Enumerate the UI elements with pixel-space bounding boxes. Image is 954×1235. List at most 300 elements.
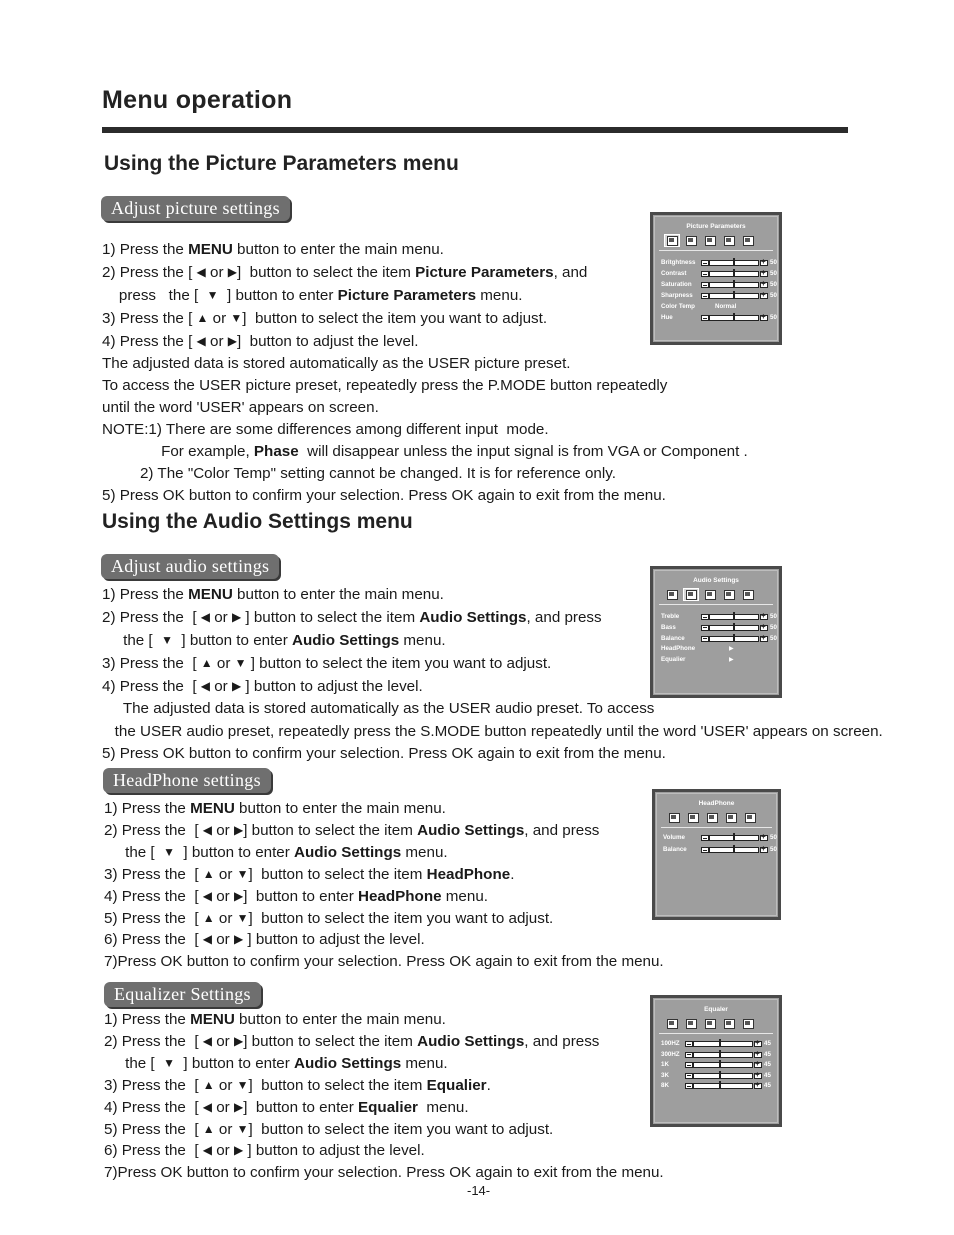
osd-row-value: 45 — [764, 1082, 771, 1089]
line-bold-text: Audio Settings — [294, 1054, 402, 1072]
line-bold-text: MENU — [190, 800, 235, 817]
line-text: The adjusted data is stored automatically as the USER audio preset. To access — [102, 700, 655, 718]
osd-level-knob — [733, 291, 735, 299]
arrow-glyph-icon: ◀ — [202, 1033, 212, 1048]
line-text: the [ — [104, 1054, 164, 1072]
title-rule — [102, 127, 848, 133]
osd-row-label: HeadPhone — [661, 645, 696, 653]
headphone-line — [104, 908, 664, 930]
arrow-glyph-icon: ▼ — [236, 866, 249, 881]
osd-separator — [661, 827, 772, 828]
osd-tv-icon — [703, 235, 717, 246]
osd-plus-icon — [760, 625, 768, 631]
osd-audio-icon — [684, 589, 698, 600]
osd-time-icon — [722, 235, 736, 246]
arrow-glyph-icon: ▶ — [227, 265, 237, 279]
osd-minus-icon — [685, 1073, 693, 1079]
arrow-glyph-icon: ▼ — [236, 1121, 249, 1136]
osd-row-label: Sharpness — [661, 292, 693, 299]
headphone-tag: HeadPhone settings — [103, 768, 271, 793]
osd-level-knob — [733, 623, 735, 631]
osd-setup-icon — [741, 589, 755, 600]
line-text: 5) Press the [ — [104, 1120, 203, 1138]
line-text: or — [210, 609, 232, 627]
osd-plus-icon — [760, 835, 768, 841]
osd-row-label: Equalier — [661, 656, 686, 664]
line-text: 3) Press the [ — [104, 865, 203, 883]
osd-separator — [659, 604, 773, 605]
line-text: or — [214, 909, 237, 927]
osd-row-value: 45 — [764, 1061, 771, 1068]
headphone-line — [104, 929, 664, 951]
line-text: 5) Press OK button to confirm your selection. Press OK again to exit from the menu. — [102, 744, 666, 762]
line-text: 4) Press the [ — [102, 678, 201, 696]
osd-level-knob — [719, 1050, 721, 1058]
picture-line — [102, 485, 748, 507]
osd-minus-icon — [701, 636, 709, 642]
audio-osd-panel — [650, 566, 782, 698]
osd-level-knob — [719, 1081, 721, 1089]
line-text: 3) Press the [ — [102, 310, 197, 327]
line-text: , and press — [524, 1032, 600, 1050]
osd-row-label: Britghtness — [661, 259, 696, 266]
line-text: the [ — [102, 632, 162, 650]
osd-setup-icon — [741, 1018, 755, 1029]
osd-plus-icon — [754, 1041, 762, 1047]
line-text: ] button to enter — [172, 632, 293, 650]
line-text: or — [212, 1098, 234, 1116]
osd-audio-icon — [686, 812, 700, 823]
equalizer-line — [104, 1140, 664, 1162]
osd-row-label: Color Temp — [661, 303, 695, 310]
osd-minus-icon — [701, 293, 709, 299]
osd-minus-icon — [701, 271, 709, 277]
audio-line — [102, 743, 883, 765]
arrow-glyph-icon: ▶ — [233, 888, 244, 903]
line-text: menu. — [399, 632, 446, 650]
equalizer-osd-panel — [650, 995, 782, 1127]
line-text: 6) Press the [ — [104, 1142, 203, 1160]
osd-level-knob — [733, 269, 735, 277]
osd-plus-icon — [754, 1062, 762, 1068]
headphone-line — [104, 886, 664, 908]
osd-plus-icon — [760, 282, 768, 288]
picture-heading: Using the Picture Parameters menu — [104, 152, 459, 175]
line-bold-text: Picture Parameters — [337, 287, 477, 304]
arrow-glyph-icon: ▶ — [233, 1143, 244, 1158]
equalizer-line — [104, 1119, 664, 1141]
line-text: or — [208, 310, 231, 327]
osd-title: Audio Settings — [693, 577, 739, 584]
osd-separator — [659, 250, 773, 251]
arrow-glyph-icon: ◀ — [196, 265, 206, 279]
osd-row-label: 1K — [661, 1061, 669, 1068]
osd-level-bar — [693, 1073, 753, 1079]
line-text: or — [205, 333, 228, 350]
osd-picture-icon — [665, 1018, 679, 1029]
arrow-glyph-icon: ▲ — [196, 311, 209, 325]
line-bold-text: MENU — [188, 241, 233, 258]
line-text: or — [214, 865, 237, 883]
osd-title: Equaler — [704, 1006, 728, 1013]
osd-row-label: Balance — [663, 846, 687, 853]
line-text: until the word 'USER' appears on screen. — [102, 399, 379, 416]
osd-row-label: 3K — [661, 1071, 669, 1079]
osd-row-value: 50 — [770, 270, 777, 277]
line-text: or — [212, 655, 235, 673]
osd-plus-icon — [754, 1073, 762, 1079]
line-text: ] button to select the item — [241, 609, 420, 627]
line-text: 1) Press the — [102, 586, 189, 603]
line-text: ] button to enter — [243, 1098, 359, 1116]
osd-row-value: 50 — [770, 292, 777, 299]
line-text: 2) Press the [ — [104, 1032, 203, 1050]
line-text: or — [214, 1076, 237, 1094]
line-text: or — [212, 887, 234, 905]
osd-tv-icon — [703, 589, 717, 600]
line-text: To access the USER picture preset, repeatedly press the P.MODE button repeatedly — [102, 377, 668, 394]
osd-plus-icon — [760, 847, 768, 853]
osd-minus-icon — [701, 835, 709, 841]
line-text: ] button to select the item — [236, 264, 416, 281]
line-text: 1) Press the — [102, 241, 189, 258]
line-text: button to enter the main menu. — [234, 1011, 446, 1028]
osd-title: Picture Parameters — [686, 223, 746, 230]
osd-minus-icon — [685, 1041, 693, 1047]
osd-row-value: 50 — [770, 281, 777, 288]
arrow-glyph-icon: ▶ — [227, 334, 237, 348]
osd-row-label: Hue — [661, 314, 673, 321]
line-text: button to enter the main menu. — [232, 586, 444, 603]
arrow-glyph-icon: ▼ — [206, 288, 219, 302]
line-text: 5) Press OK button to confirm your selection. Press OK again to exit from the menu. — [102, 487, 666, 504]
arrow-glyph-icon: ▼ — [234, 656, 247, 671]
line-text: 6) Press the [ — [104, 931, 203, 949]
osd-plus-icon — [760, 260, 768, 266]
headphone-osd-panel — [652, 789, 781, 920]
arrow-glyph-icon: ◀ — [202, 822, 212, 837]
arrow-glyph-icon: ◀ — [202, 888, 212, 903]
line-text: ] button to select the item — [243, 1032, 418, 1050]
line-text: ] button to select the item you want to adjust. — [248, 909, 554, 927]
osd-row-value: 45 — [764, 1040, 771, 1047]
osd-row-label: Treble — [661, 613, 680, 620]
headphone-line — [104, 798, 664, 820]
osd-row-label: 8K — [661, 1082, 669, 1089]
osd-setup-icon — [743, 812, 757, 823]
line-bold-text: Picture Parameters — [415, 264, 554, 281]
headphone-line — [104, 951, 664, 973]
line-text: button to enter the main menu. — [232, 241, 444, 258]
line-text: NOTE:1) There are some differences among different input mode. — [102, 421, 549, 438]
line-text: or — [205, 264, 228, 281]
arrow-glyph-icon: ▶ — [231, 679, 242, 694]
arrow-glyph-icon: ▶ — [231, 610, 242, 625]
line-text: menu. — [401, 1054, 448, 1072]
line-bold-text: Equalier — [358, 1098, 418, 1116]
osd-level-knob — [733, 313, 735, 321]
line-text: ] button to adjust the level. — [241, 678, 423, 696]
page-title: Menu operation — [102, 86, 293, 114]
osd-level-knob — [733, 634, 735, 642]
osd-row-label: 100HZ — [661, 1040, 680, 1047]
osd-setup-icon — [741, 235, 755, 246]
osd-level-knob — [733, 833, 735, 841]
line-text: the USER audio preset, repeatedly press the S.MODE button repeatedly until the word 'USER' appears on screen. — [102, 722, 883, 740]
osd-row-label: 300HZ — [661, 1050, 680, 1058]
osd-level-bar — [693, 1052, 753, 1058]
osd-plus-icon — [760, 636, 768, 642]
equalizer-line — [104, 1009, 664, 1031]
osd-separator — [659, 1033, 773, 1034]
osd-row-value: 50 — [770, 623, 777, 631]
line-text: For example, — [102, 443, 254, 460]
audio-heading: Using the Audio Settings menu — [102, 510, 413, 533]
osd-row-label: Saturation — [661, 281, 692, 288]
picture-osd-panel — [650, 212, 782, 345]
line-bold-text: Phase — [253, 443, 299, 460]
arrow-glyph-icon: ▼ — [163, 844, 175, 859]
line-text: button to enter the main menu. — [234, 800, 446, 817]
headphone-line — [104, 820, 664, 842]
line-text: menu. — [476, 287, 523, 304]
osd-row-value: 50 — [770, 259, 777, 266]
arrow-glyph-icon: ▼ — [163, 1055, 175, 1070]
headphone-line — [104, 864, 664, 886]
line-text: 4) Press the [ — [102, 333, 197, 350]
line-text: , and — [553, 264, 588, 281]
osd-audio-icon — [684, 235, 698, 246]
osd-row-value: 50 — [770, 634, 777, 642]
line-bold-text: Audio Settings — [419, 609, 527, 627]
osd-submenu-arrow-icon: ▶ — [729, 657, 734, 664]
osd-title: HeadPhone — [698, 800, 735, 807]
arrow-glyph-icon: ▲ — [202, 1121, 215, 1136]
osd-submenu-arrow-icon: ▶ — [729, 646, 734, 653]
line-text: . — [510, 865, 515, 883]
osd-plus-icon — [760, 315, 768, 321]
osd-picture-icon — [665, 589, 679, 600]
line-text: or — [214, 1120, 237, 1138]
osd-level-knob — [719, 1071, 721, 1079]
osd-level-knob — [719, 1039, 721, 1047]
osd-icon-row — [665, 1018, 755, 1029]
line-text: 1) Press the — [104, 1011, 191, 1028]
line-bold-text: Audio Settings — [417, 821, 525, 839]
line-text: 3) Press the [ — [102, 655, 201, 673]
osd-row-value: 45 — [764, 1071, 771, 1079]
arrow-glyph-icon: ▼ — [230, 311, 243, 325]
arrow-glyph-icon: ▲ — [202, 866, 215, 881]
line-text: menu. — [417, 1098, 469, 1116]
line-text: 2) Press the [ — [102, 609, 201, 627]
osd-row-value: 45 — [764, 1050, 771, 1058]
osd-plus-icon — [754, 1083, 762, 1089]
osd-row-text: Normal — [715, 303, 737, 310]
line-bold-text: MENU — [190, 1011, 235, 1028]
line-text: The adjusted data is stored automatically as the USER picture preset. — [102, 355, 571, 372]
osd-picture-icon — [665, 235, 679, 246]
osd-row-label: Bass — [661, 623, 676, 631]
osd-plus-icon — [760, 614, 768, 620]
arrow-glyph-icon: ◀ — [196, 334, 206, 348]
arrow-glyph-icon: ▶ — [233, 1099, 244, 1114]
line-text: 7)Press OK button to confirm your selection. Press OK again to exit from the menu. — [104, 1164, 664, 1182]
line-bold-text: MENU — [188, 586, 233, 603]
page-number: -14- — [467, 1183, 491, 1198]
osd-tv-icon — [705, 812, 719, 823]
line-text: the [ — [104, 843, 164, 861]
osd-time-icon — [724, 812, 738, 823]
osd-plus-icon — [754, 1052, 762, 1058]
picture-tag: Adjust picture settings — [101, 196, 290, 221]
equalizer-line — [104, 1097, 664, 1119]
osd-level-knob — [733, 280, 735, 288]
line-text: 4) Press the [ — [104, 887, 203, 905]
line-text: ] button to enter — [174, 843, 295, 861]
line-text: or — [212, 931, 234, 949]
osd-level-knob — [733, 612, 735, 620]
osd-row-label: Volume — [663, 834, 685, 841]
line-text: 2) The "Color Temp" setting cannot be changed. It is for reference only. — [102, 465, 616, 482]
picture-line — [102, 397, 748, 419]
osd-level-bar — [693, 1062, 753, 1068]
line-text: will disappear unless the input signal is from VGA or Component . — [298, 443, 748, 460]
osd-icon-row — [667, 812, 757, 823]
line-text: 1) Press the — [104, 800, 191, 817]
picture-line — [102, 441, 748, 463]
line-bold-text: HeadPhone — [358, 887, 442, 905]
osd-minus-icon — [701, 315, 709, 321]
osd-minus-icon — [685, 1052, 693, 1058]
osd-minus-icon — [701, 625, 709, 631]
osd-level-knob — [719, 1060, 721, 1068]
osd-picture-icon — [667, 812, 681, 823]
equalizer-instructions — [104, 1009, 664, 1184]
osd-minus-icon — [701, 847, 709, 853]
line-text: ] button to select the item you want to adjust. — [242, 310, 548, 327]
osd-minus-icon — [685, 1083, 693, 1089]
osd-icon-row — [665, 589, 755, 600]
headphone-line — [104, 842, 664, 864]
line-bold-text: HeadPhone — [426, 865, 511, 883]
osd-time-icon — [722, 1018, 736, 1029]
headphone-instructions — [104, 798, 664, 973]
picture-line — [102, 419, 748, 441]
audio-tag: Adjust audio settings — [101, 554, 279, 579]
arrow-glyph-icon: ▲ — [202, 910, 215, 925]
line-bold-text: Audio Settings — [294, 843, 402, 861]
line-text: or — [210, 678, 232, 696]
line-text: 4) Press the [ — [104, 1098, 203, 1116]
line-text: 7)Press OK button to confirm your selection. Press OK again to exit from the menu. — [104, 953, 664, 971]
osd-row-label: Balance — [661, 634, 685, 642]
osd-minus-icon — [701, 260, 709, 266]
arrow-glyph-icon: ◀ — [200, 679, 210, 694]
equalizer-tag: Equalizer Settings — [104, 982, 261, 1007]
line-text: or — [212, 1032, 234, 1050]
line-text: menu. — [441, 887, 488, 905]
line-text: ] button to select the item — [248, 1076, 427, 1094]
line-text: ] button to adjust the level. — [236, 333, 419, 350]
line-bold-text: Equalier — [426, 1076, 487, 1094]
line-text: ] button to enter — [243, 887, 359, 905]
line-text: 2) Press the [ — [104, 821, 203, 839]
equalizer-line — [104, 1075, 664, 1097]
line-text: or — [212, 1142, 234, 1160]
equalizer-line — [104, 1031, 664, 1053]
osd-row-value: 50 — [770, 834, 777, 841]
osd-row-label: Contrast — [661, 270, 687, 277]
arrow-glyph-icon: ▶ — [233, 822, 244, 837]
arrow-glyph-icon: ▼ — [236, 910, 249, 925]
line-text: press the [ — [102, 287, 207, 304]
equalizer-line — [104, 1053, 664, 1075]
osd-row-value: 50 — [770, 613, 777, 620]
line-text: , and press — [524, 821, 600, 839]
line-text: 3) Press the [ — [104, 1076, 203, 1094]
arrow-glyph-icon: ▲ — [200, 656, 213, 671]
arrow-glyph-icon: ▲ — [202, 1077, 215, 1092]
arrow-glyph-icon: ▶ — [233, 932, 244, 947]
osd-plus-icon — [760, 293, 768, 299]
line-bold-text: Audio Settings — [292, 632, 400, 650]
line-text: ] button to select the item you want to adjust. — [246, 655, 552, 673]
arrow-glyph-icon: ◀ — [202, 932, 212, 947]
osd-row-value: 50 — [770, 846, 777, 853]
osd-audio-icon — [684, 1018, 698, 1029]
line-text: . — [486, 1076, 491, 1094]
osd-tv-icon — [703, 1018, 717, 1029]
arrow-glyph-icon: ◀ — [202, 1143, 212, 1158]
arrow-glyph-icon: ◀ — [202, 1099, 212, 1114]
picture-line — [102, 375, 748, 397]
line-text: or — [212, 821, 234, 839]
picture-line — [102, 463, 748, 485]
osd-row-value: 50 — [770, 314, 777, 321]
osd-icon-row — [665, 235, 755, 246]
osd-minus-icon — [685, 1062, 693, 1068]
line-bold-text: Audio Settings — [417, 1032, 525, 1050]
line-text: ] button to enter — [174, 1054, 295, 1072]
audio-line — [102, 698, 883, 720]
line-text: menu. — [401, 843, 448, 861]
osd-level-bar — [693, 1083, 753, 1089]
osd-level-knob — [733, 258, 735, 266]
osd-minus-icon — [701, 282, 709, 288]
osd-time-icon — [722, 589, 736, 600]
osd-level-bar — [693, 1041, 753, 1047]
audio-line — [102, 721, 883, 743]
arrow-glyph-icon: ▼ — [161, 633, 173, 648]
osd-minus-icon — [701, 614, 709, 620]
equalizer-line — [104, 1162, 664, 1184]
line-text: ] button to select the item — [243, 821, 418, 839]
line-text: ] button to select the item — [248, 865, 427, 883]
line-text: 5) Press the [ — [104, 909, 203, 927]
line-text: ] button to adjust the level. — [243, 931, 425, 949]
line-text: 2) Press the [ — [102, 264, 197, 281]
arrow-glyph-icon: ▼ — [236, 1077, 249, 1092]
line-text: ] button to adjust the level. — [243, 1142, 425, 1160]
line-text: , and press — [526, 609, 602, 627]
line-text: ] button to select the item you want to adjust. — [248, 1120, 554, 1138]
osd-plus-icon — [760, 271, 768, 277]
arrow-glyph-icon: ◀ — [200, 610, 210, 625]
arrow-glyph-icon: ▶ — [233, 1033, 244, 1048]
picture-line — [102, 353, 748, 375]
line-text: ] button to enter — [218, 287, 338, 304]
